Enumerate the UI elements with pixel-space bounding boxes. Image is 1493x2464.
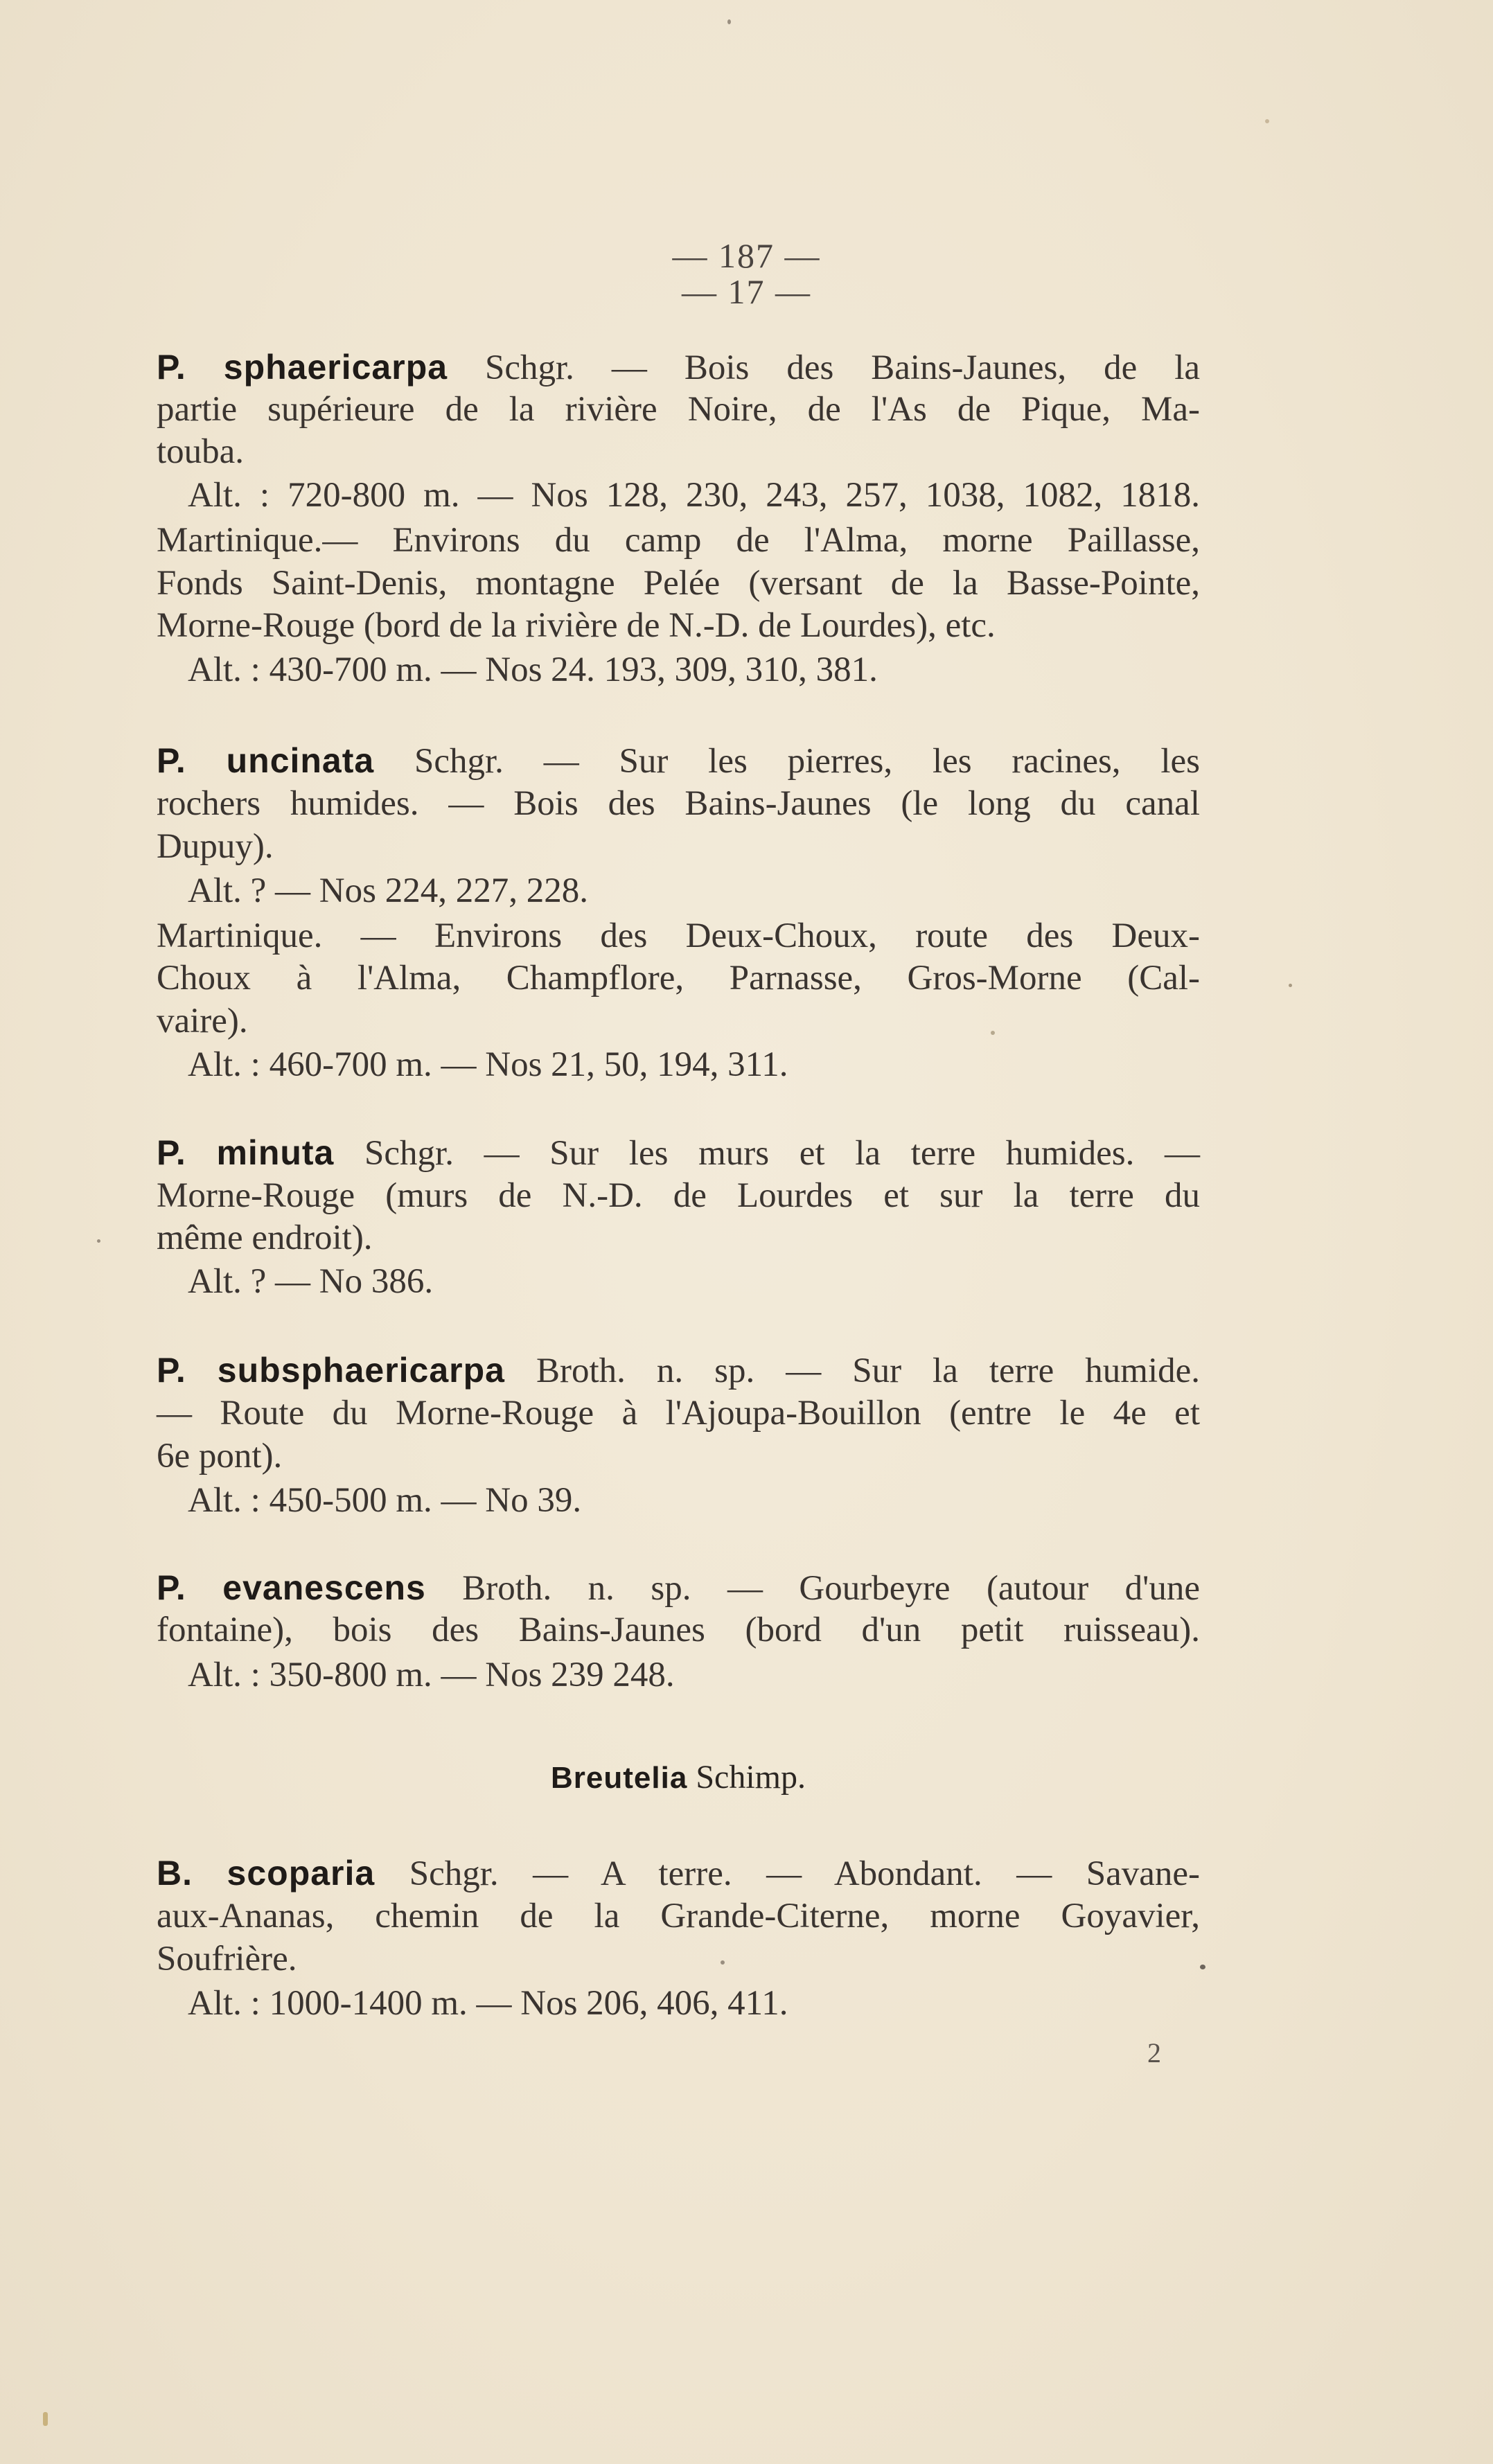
paper-speck <box>1200 1965 1205 1969</box>
paper-speck <box>1289 984 1292 987</box>
paper-speck <box>1265 119 1269 123</box>
entry-author: Broth. n. sp. — Gourbeyre (autour d'une <box>425 1569 1201 1608</box>
entry-head <box>157 1132 1200 1174</box>
entry-line: Alt. ? — Nos 224, 227, 228. <box>188 871 588 910</box>
genus-heading-author: Schimp. <box>687 1759 806 1796</box>
entry-author: Broth. n. sp. — Sur la terre humide. <box>504 1351 1200 1390</box>
entry-head <box>157 346 1200 389</box>
entry-head <box>157 1349 1200 1392</box>
entry-line: Fonds Saint-Denis, montagne Pelée (versant de la Basse-Pointe, <box>157 564 1200 603</box>
signature-mark: 2 <box>1147 2037 1161 2068</box>
genus-abbrev: P. <box>157 348 186 387</box>
genus-abbrev: P. <box>157 1351 186 1390</box>
entry-line: Choux à l'Alma, Champflore, Parnasse, Gros-Morne (Cal- <box>157 959 1200 998</box>
genus-abbrev: P. <box>157 741 186 780</box>
entry-line: Alt. : 430-700 m. — Nos 24. 193, 309, 310, 381. <box>188 650 878 689</box>
entry-line: Morne-Rouge (bord de la rivière de N.-D. de Lourdes), etc. <box>157 606 996 645</box>
species-name: uncinata <box>226 741 375 780</box>
entry-head <box>157 1567 1200 1609</box>
entry-line: Martinique. — Environs des Deux-Choux, route des Deux- <box>157 916 1200 955</box>
entry-line: aux-Ananas, chemin de la Grande-Citerne, morne Goyavier, <box>157 1897 1200 1935</box>
entry-line: Alt. : 1000-1400 m. — Nos 206, 406, 411. <box>188 1984 788 2023</box>
species-name: evanescens <box>222 1568 426 1607</box>
entry-line: Alt. : 450-500 m. — No 39. <box>188 1481 582 1520</box>
entry-author: Schgr. — Sur les pierres, les racines, les <box>374 742 1201 781</box>
paper-speck <box>97 1239 100 1243</box>
genus-heading <box>157 1757 1200 1799</box>
entry-line: Alt. : 460-700 m. — Nos 21, 50, 194, 311. <box>188 1045 788 1084</box>
species-name: minuta <box>216 1133 335 1172</box>
species-name: scoparia <box>227 1854 376 1893</box>
paper-speck <box>721 1960 725 1965</box>
genus-abbrev: B. <box>157 1854 193 1893</box>
entry-line: 6e pont). <box>157 1437 283 1475</box>
genus-abbrev: P. <box>157 1133 186 1172</box>
genus-heading-name: Breutelia <box>551 1761 688 1795</box>
entry-author: Schgr. — A terre. — Abondant. — Savane- <box>375 1854 1201 1893</box>
entry-line: Alt. ? — No 386. <box>188 1262 434 1301</box>
entry-line: même endroit). <box>157 1218 373 1257</box>
paper-speck <box>991 1031 995 1035</box>
entry-line: touba. <box>157 432 245 471</box>
entry-head <box>157 1852 1200 1895</box>
page-number-outer: — 187 — <box>672 236 821 275</box>
paper-speck <box>43 2412 48 2426</box>
entry-line: Alt. : 720-800 m. — Nos 128, 230, 243, 257, 1038, 1082, 1818. <box>188 476 1200 515</box>
entry-line: Soufrière. <box>157 1940 297 1978</box>
entry-line: rochers humides. — Bois des Bains-Jaunes (le long du canal <box>157 784 1200 823</box>
entry-line: fontaine), bois des Bains-Jaunes (bord d'un petit ruisseau). <box>157 1611 1200 1649</box>
entry-line: Dupuy). <box>157 827 274 866</box>
entry-line: — Route du Morne-Rouge à l'Ajoupa-Bouillon (entre le 4e et <box>157 1394 1200 1433</box>
entry-head <box>157 740 1200 782</box>
genus-abbrev: P. <box>157 1568 186 1607</box>
species-name: subsphaericarpa <box>217 1351 505 1390</box>
entry-author: Schgr. — Sur les murs et la terre humides. — <box>334 1134 1201 1173</box>
paper-speck <box>727 19 731 24</box>
entry-author: Schgr. — Bois des Bains-Jaunes, de la <box>448 348 1201 387</box>
entry-line: Morne-Rouge (murs de N.-D. de Lourdes et sur la terre du <box>157 1176 1200 1215</box>
page-number-inner: — 17 — <box>682 272 811 311</box>
entry-line: Alt. : 350-800 m. — Nos 239 248. <box>188 1656 675 1694</box>
species-name: sphaericarpa <box>223 348 448 387</box>
entry-line: partie supérieure de la rivière Noire, de l'As de Pique, Ma- <box>157 390 1200 429</box>
entry-line: Martinique.— Environs du camp de l'Alma, morne Paillasse, <box>157 521 1200 560</box>
entry-line: vaire). <box>157 1002 248 1040</box>
